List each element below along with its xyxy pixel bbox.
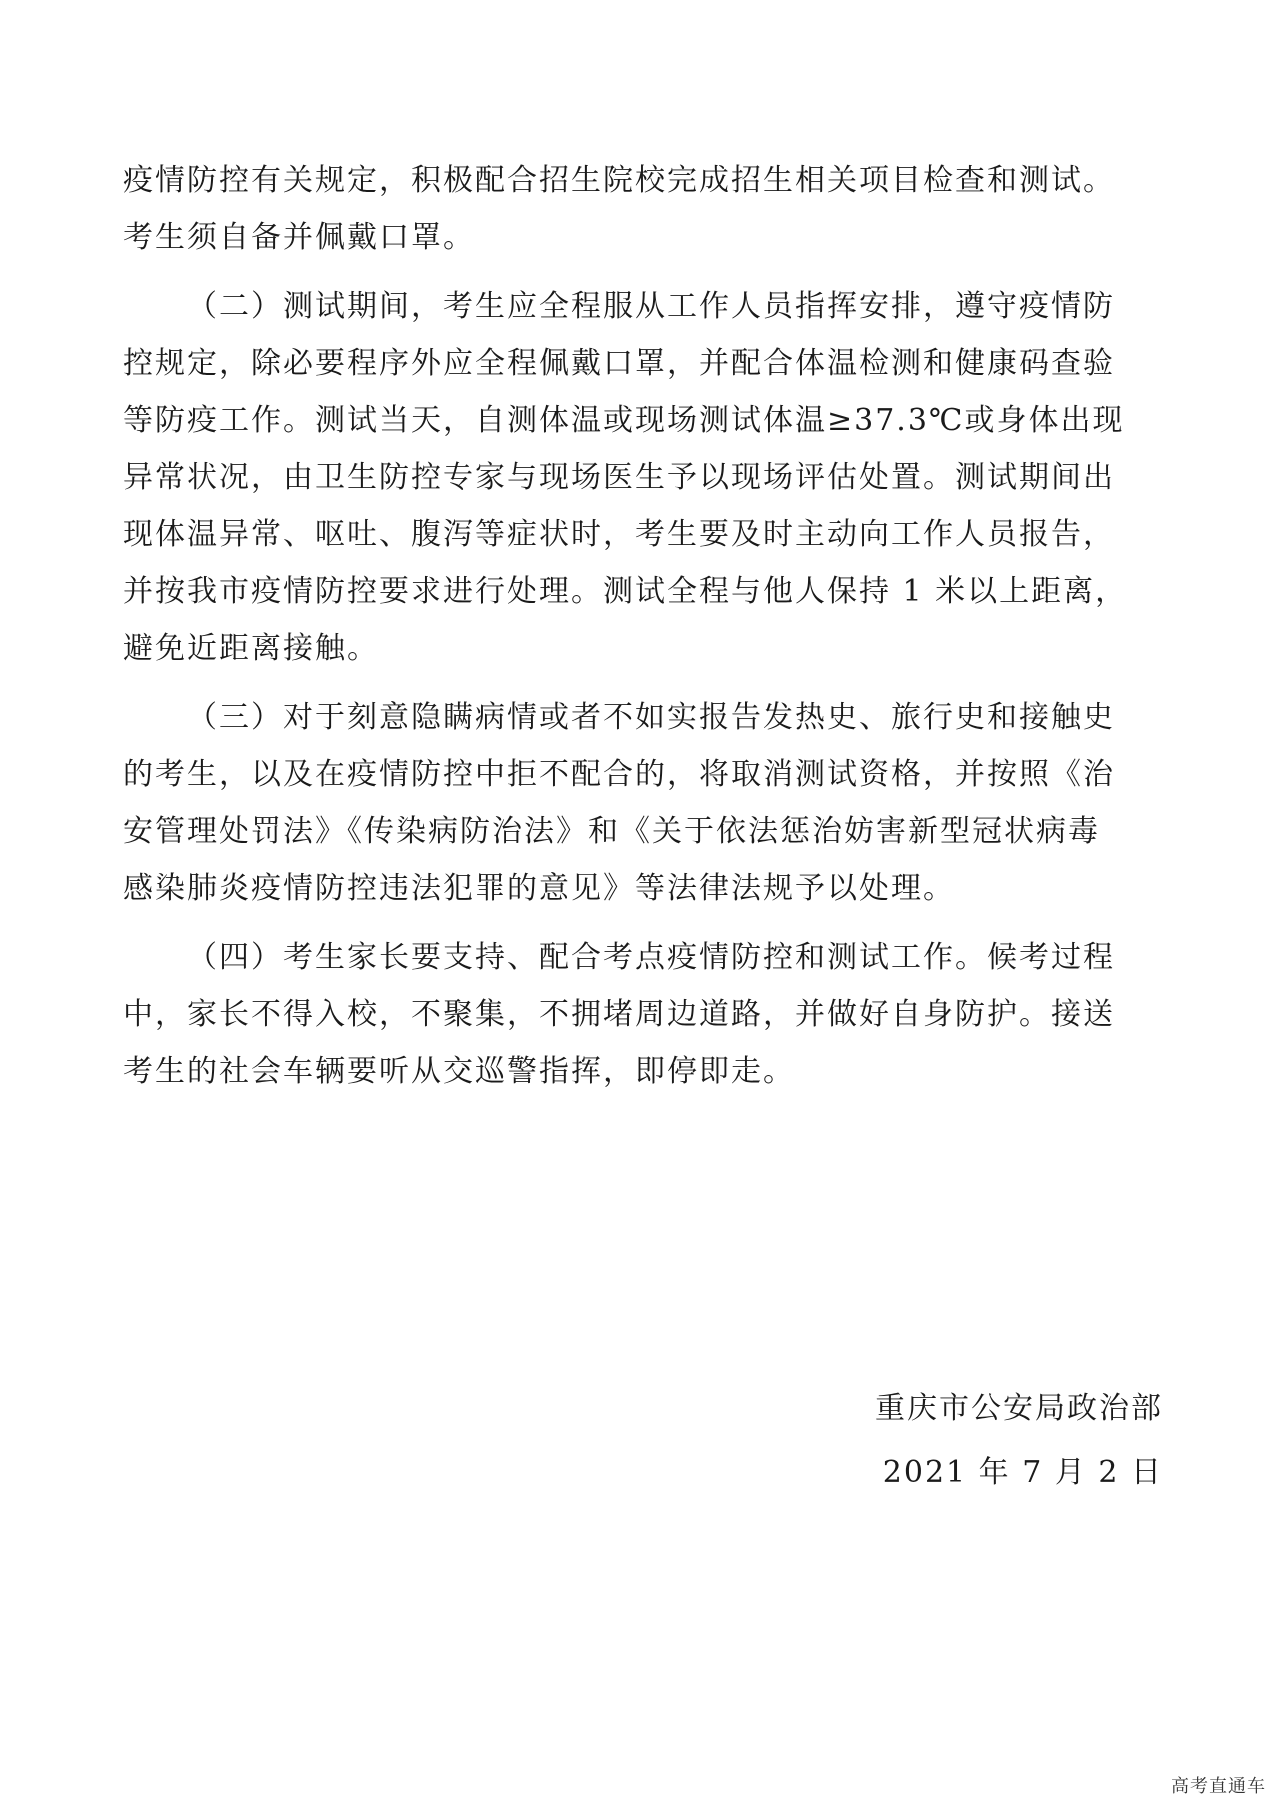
text-line: （三）对于刻意隐瞒病情或者不如实报告发热史、旅行史和接触史 [187, 700, 1115, 735]
signature-block [875, 1380, 1163, 1501]
text-line: 考生须自备并佩戴口罩。 [123, 220, 475, 255]
text-line: （二）测试期间，考生应全程服从工作人员指挥安排，遵守疫情防 [187, 289, 1115, 324]
text-line: 异常状况，由卫生防控专家与现场医生予以现场评估处置。测试期间出 [123, 460, 1115, 495]
text-line: 疫情防控有关规定，积极配合招生院校完成招生相关项目检查和测试。 [123, 163, 1115, 198]
text-line: 现体温异常、呕吐、腹泻等症状时，考生要及时主动向工作人员报告， [123, 517, 1115, 552]
text-line: 等防疫工作。测试当天，自测体温或现场测试体温≥37.3℃或身体出现 [123, 403, 1125, 438]
text-line: （四）考生家长要支持、配合考点疫情防控和测试工作。候考过程 [187, 940, 1115, 975]
paragraph-item-2 [123, 278, 1173, 677]
paragraph-item-3 [123, 689, 1173, 917]
text-line: 控规定，除必要程序外应全程佩戴口罩，并配合体温检测和健康码查验 [123, 346, 1115, 381]
text-line: 避免近距离接触。 [123, 631, 379, 666]
document-body [123, 152, 1173, 1112]
issue-date: 2021 年 7 月 2 日 [882, 1455, 1163, 1490]
paragraph-item-4 [123, 929, 1173, 1100]
text-line: 安管理处罚法》《传染病防治法》和《关于依法惩治妨害新型冠状病毒 [123, 814, 1100, 849]
paragraph-continuation [123, 152, 1173, 266]
text-line: 感染肺炎疫情防控违法犯罪的意见》等法律法规予以处理。 [123, 871, 955, 906]
text-line: 的考生，以及在疫情防控中拒不配合的，将取消测试资格，并按照《治 [123, 757, 1115, 792]
watermark-text: 高考直通车 [1171, 1776, 1266, 1797]
text-line: 中，家长不得入校，不聚集，不拥堵周边道路，并做好自身防护。接送 [123, 997, 1115, 1032]
text-line: 考生的社会车辆要听从交巡警指挥，即停即走。 [123, 1054, 795, 1089]
issuer-name: 重庆市公安局政治部 [875, 1391, 1163, 1426]
text-line: 并按我市疫情防控要求进行处理。测试全程与他人保持 1 米以上距离， [123, 574, 1128, 609]
